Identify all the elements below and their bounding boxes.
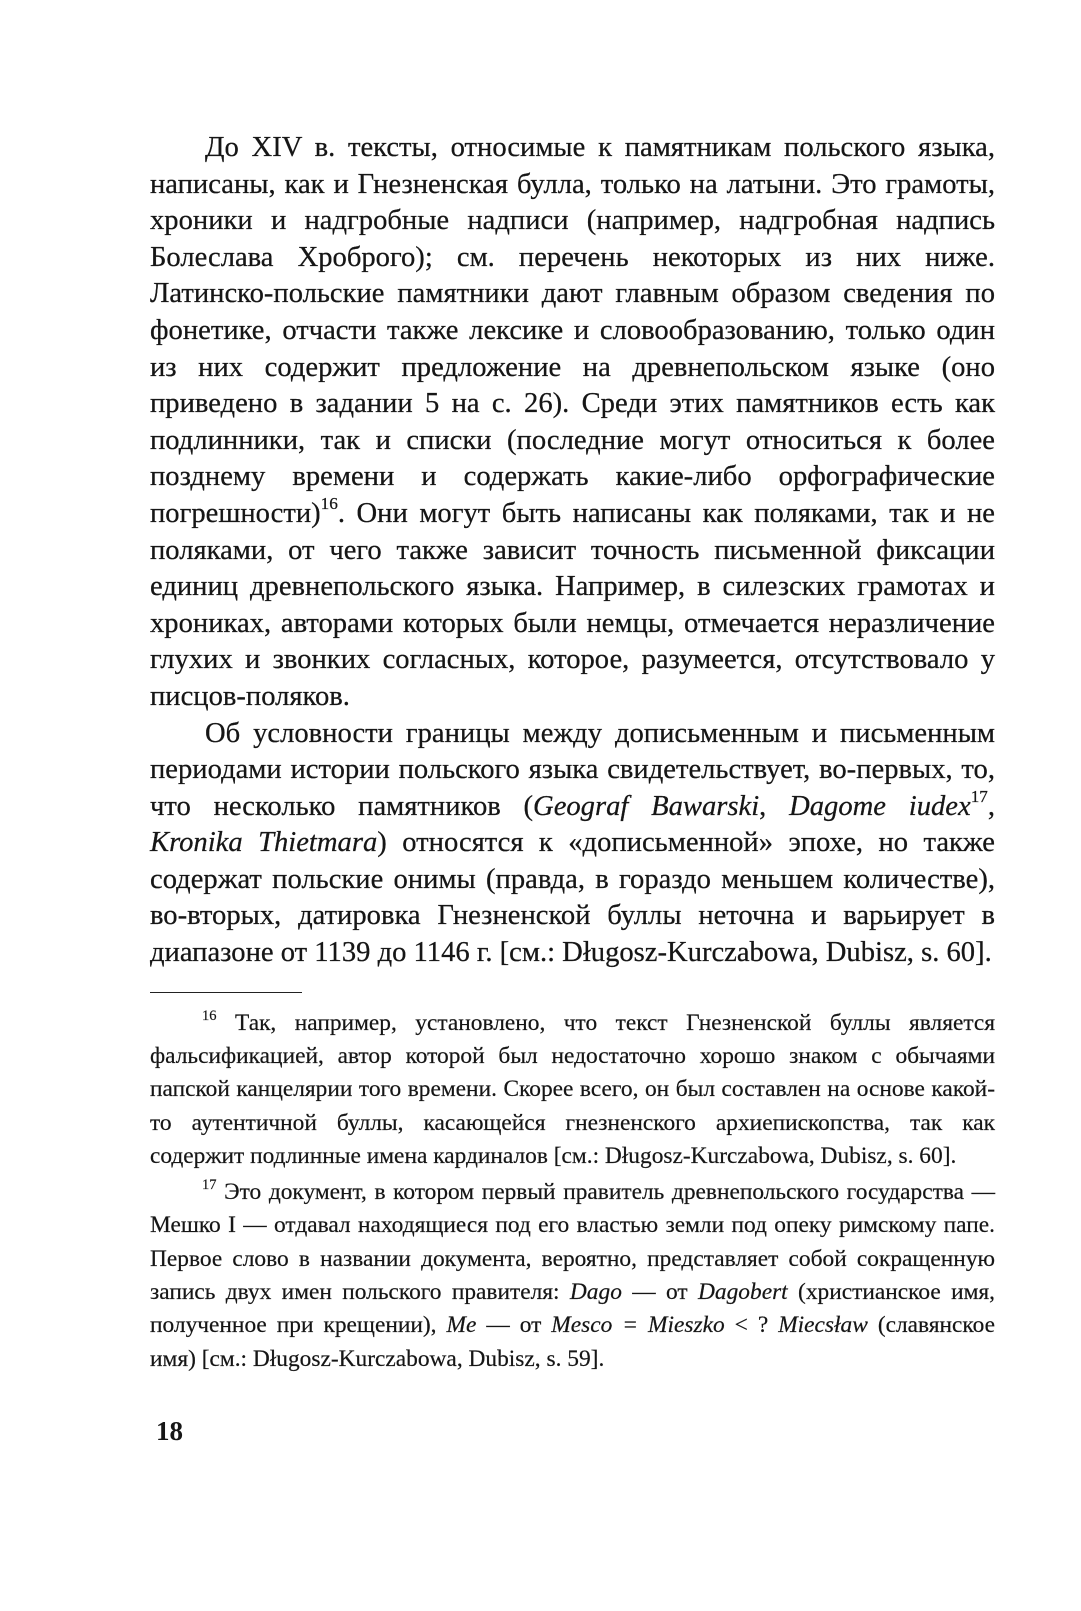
paragraph-2-part-2: ) относятся к «дописьменной» эпохе, но также содержат польские онимы (правда, в гораздо меньшем количестве), во-вторых, датировка Гнезненской буллы неточна и варьирует в диапазоне от 1139 до 1146 г. [см.: Długosz-Kurczabowa, Dubisz, s. 60]. xyxy=(150,827,996,969)
footnote-divider xyxy=(150,992,302,993)
separator: , xyxy=(987,790,995,822)
separator: , xyxy=(759,790,790,822)
italic-miecslaw: Miecsław xyxy=(778,1312,868,1339)
paragraph-2-part-1: Об условности границы между дописьменным и письменным периодами истории польского языка свидетельствует, во-первых, то, что несколько памятников ( xyxy=(150,717,995,822)
footnote-text: (славянское имя) [см.: Długosz-Kurczabowa, Dubisz, s. 59]. xyxy=(150,1312,995,1372)
page-body xyxy=(150,130,995,1376)
body-paragraph-2 xyxy=(150,716,995,972)
italic-me: Me xyxy=(446,1312,477,1339)
footnote-number: 16 xyxy=(202,1007,217,1024)
footnote-text: < ? xyxy=(724,1312,779,1339)
body-paragraph-1 xyxy=(150,130,995,716)
paragraph-1-text-after: . Они могут быть написаны как поляками, так и не поляками, от чего также зависит точность письменной фиксации единиц древнепольского языка. Например, в силезских грамотах и хрониках, авторами которых были немцы, отмечается неразличение глухих и звонких согласных, которое, разумеется, отсутствовало у писцов-поляков. xyxy=(150,497,995,712)
title-geograf-bawarski: Geograf Bawarski xyxy=(533,790,760,822)
footnote-text: — от xyxy=(621,1278,699,1305)
italic-mesco-mieszko: Mesco = Mieszko xyxy=(551,1312,725,1339)
footnote-text: — от xyxy=(476,1312,552,1339)
title-dagome-iudex: Dagome iudex xyxy=(789,790,971,822)
title-kronika-thietmara: Kronika Thietmara xyxy=(150,827,378,859)
italic-dagobert: Dagobert xyxy=(698,1278,788,1305)
footnote-number: 17 xyxy=(202,1176,217,1193)
footnote-ref-17[interactable]: 17 xyxy=(970,786,988,806)
footnote-text: Так, например, установлено, что текст Гнезненской буллы является фальсификацией, автор которой был недостаточно хорошо знаком с обычаями папской канцелярии того времени. Скорее всего, он был составлен на основе какой-то аутентичной буллы, касающейся гнезненского архиепископства, так как содержит подлинные имена кардиналов [см.: Długosz-Kurczabowa, Dubisz, s. 60]. xyxy=(150,1009,995,1170)
footnote-text: (христианское имя, полученное при крещении), xyxy=(150,1278,995,1339)
footnote-16 xyxy=(150,1007,995,1174)
footnote-ref-16[interactable]: 16 xyxy=(320,494,338,514)
italic-dago: Dago xyxy=(569,1278,622,1305)
footnote-text: Это документ, в котором первый правитель древнепольского государства — Мешко I — отдавал находящиеся под его властью земли под опеку римскому папе. Первое слово в названии документа, вероятно, представляет собой сокращенную запись двух имен польского правителя: xyxy=(150,1178,995,1305)
page-number: 18 xyxy=(156,1416,183,1446)
paragraph-1-text: До XIV в. тексты, относимые к памятникам польского языка, написаны, как и Гнезненская булла, только на латыни. Это грамоты, хроники и надгробные надписи (например, надгробная надпись Болеслава Хроброго); см. перечень некоторых из них ниже. Латинско-польские памятники дают главным образом сведения по фонетике, отчасти также лексике и словообразованию, только один из них содержит предложение на древнепольском языке (оно приведено в задании 5 на с. 26). Среди этих памятников есть как подлинники, так и списки (последние могут относиться к более позднему времени и содержать какие-либо орфографические погрешности) xyxy=(150,132,995,529)
footnote-17 xyxy=(150,1176,995,1376)
